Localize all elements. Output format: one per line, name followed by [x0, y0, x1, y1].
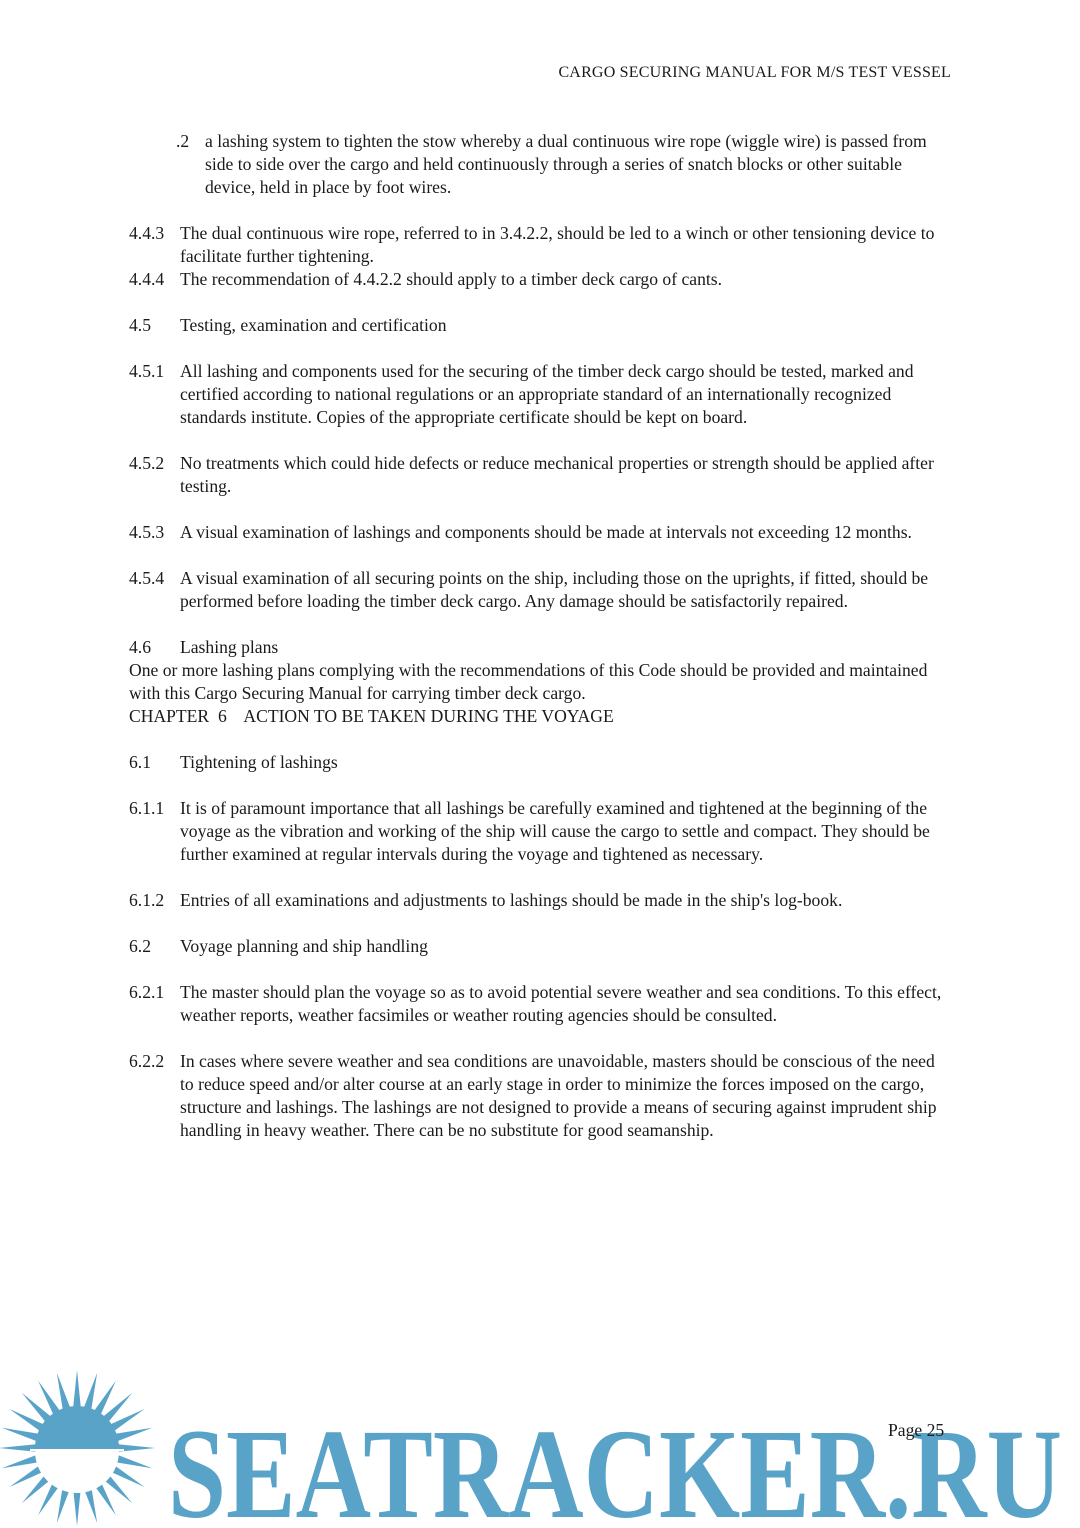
page-header: CARGO SECURING MANUAL FOR M/S TEST VESSEL	[558, 64, 951, 81]
page-number: Page 25	[888, 1420, 945, 1440]
section-number: 4.6	[129, 637, 151, 657]
paragraph-4-5-2	[129, 452, 951, 498]
section-title: Lashing plans	[180, 637, 279, 657]
paragraph-text: All lashing and components used for the securing of the timber deck cargo should be tested, marked and certified according to national regulations or an appropriate standard of an internationally recognized standards institute. Copies of the appropriate certificate should be kept on board.	[180, 361, 914, 427]
paragraph-text: The dual continuous wire rope, referred to in 3.4.2.2, should be led to a winch or other tensioning device to facilitate further tightening.	[180, 223, 935, 266]
watermark-text: SEATRACKER.RU	[168, 1403, 1062, 1528]
list-item	[129, 130, 951, 199]
section-heading-6-1	[129, 751, 951, 774]
paragraph-text: The master should plan the voyage so as to avoid potential severe weather and sea conditions. To this effect, weather reports, weather facsimiles or weather routing agencies should be consulted.	[180, 982, 942, 1025]
section-title: Voyage planning and ship handling	[180, 936, 428, 956]
paragraph-6-2-2	[129, 1050, 951, 1142]
paragraph-4-5-1	[129, 360, 951, 429]
paragraph-number: 4.5.3	[129, 522, 165, 542]
paragraph-number: 6.2.2	[129, 1051, 165, 1071]
section-heading-4-5	[129, 314, 951, 337]
watermark	[0, 1365, 1080, 1528]
paragraph-6-1-2	[129, 889, 951, 912]
paragraph-text: No treatments which could hide defects or reduce mechanical properties or strength should be applied after testing.	[180, 453, 934, 496]
paragraph-4-5-4	[129, 567, 951, 613]
paragraph-6-1-1	[129, 797, 951, 866]
paragraph-4-4-4	[129, 268, 951, 291]
paragraph-number: 4.4.3	[129, 223, 165, 243]
item-text: a lashing system to tighten the stow whereby a dual continuous wire rope (wiggle wire) is passed from side to side over the cargo and held continuously through a series of snatch blocks or other suitable device, held in place by foot wires.	[205, 131, 927, 197]
paragraph-number: 4.5.4	[129, 568, 165, 588]
paragraph-number: 6.2.1	[129, 982, 165, 1002]
paragraph-number: 4.4.4	[129, 269, 165, 289]
paragraph-text: In cases where severe weather and sea conditions are unavoidable, masters should be conscious of the need to reduce speed and/or alter course at an early stage in order to minimize the forces imposed on the cargo, structure and lashings. The lashings are not designed to provide a means of securing against imprudent ship handling in heavy weather. There can be no substitute for good seamanship.	[180, 1051, 937, 1140]
paragraph-text: It is of paramount importance that all lashings be carefully examined and tightened at the beginning of the voyage as the vibration and working of the ship will cause the cargo to settle and compact. They should be further examined at regular intervals during the voyage and tightened as necessary.	[180, 798, 930, 864]
paragraph-number: 6.1.1	[129, 798, 165, 818]
paragraph-text: A visual examination of all securing points on the ship, including those on the uprights, if fitted, should be performed before loading the timber deck cargo. Any damage should be satisfactorily repaired.	[180, 568, 929, 611]
paragraph-text: A visual examination of lashings and components should be made at intervals not exceeding 12 months.	[180, 522, 912, 542]
sunburst-logo-icon	[0, 1370, 155, 1526]
paragraph-4-4-3	[129, 222, 951, 268]
document-body	[129, 130, 951, 1142]
section-number: 4.5	[129, 315, 151, 335]
section-title: Tightening of lashings	[180, 752, 338, 772]
paragraph-4-5-3	[129, 521, 951, 544]
paragraph-6-2-1	[129, 981, 951, 1027]
section-number: 6.2	[129, 936, 151, 956]
section-title: Testing, examination and certification	[180, 315, 447, 335]
paragraph-text: The recommendation of 4.4.2.2 should apply to a timber deck cargo of cants.	[180, 269, 722, 289]
chapter-heading: CHAPTER 6 ACTION TO BE TAKEN DURING THE VOYAGE	[129, 706, 614, 726]
item-number: .2	[176, 131, 190, 151]
section-heading-6-2	[129, 935, 951, 958]
paragraph-text: Entries of all examinations and adjustments to lashings should be made in the ship's log-book.	[180, 890, 843, 910]
section-heading-4-6	[129, 636, 951, 659]
paragraph-number: 4.5.2	[129, 453, 165, 473]
lashing-plans-paragraph: One or more lashing plans complying with the recommendations of this Code should be provided and maintained with this Cargo Securing Manual for carrying timber deck cargo.	[129, 660, 928, 703]
section-number: 6.1	[129, 752, 151, 772]
paragraph-number: 6.1.2	[129, 890, 165, 910]
paragraph-number: 4.5.1	[129, 361, 165, 381]
